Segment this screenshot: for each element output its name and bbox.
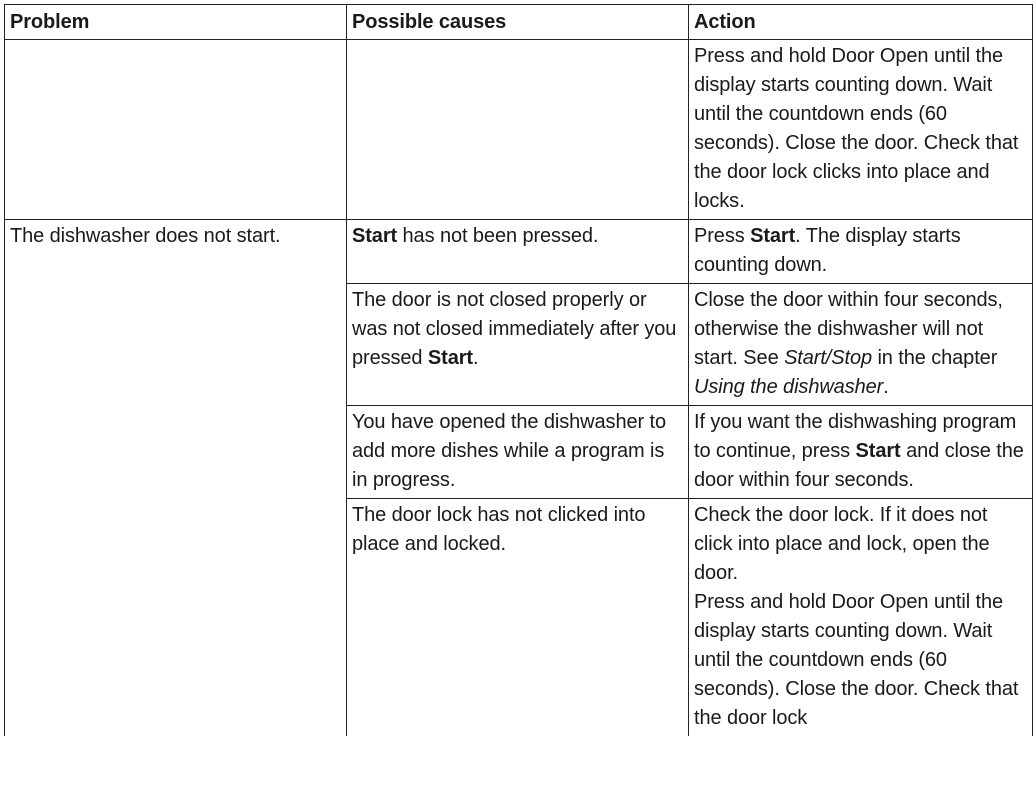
start-stop-reference: Start/Stop xyxy=(784,347,872,369)
problem-cell xyxy=(5,220,347,737)
action-cell xyxy=(689,284,1033,406)
header-problem: Problem xyxy=(5,5,347,40)
table-row xyxy=(5,40,1033,220)
action-text: in the chapter xyxy=(872,347,998,369)
action-text: . The display starts counting down. xyxy=(694,225,961,276)
action-text: . xyxy=(883,376,889,398)
action-cell: Press and hold Door Open until the display starts counting down. Wait until the countdown ends (60 seconds). Close the door. Check that the door lock clicks into place and locks. xyxy=(689,40,1033,220)
header-action: Action xyxy=(689,5,1033,40)
table-header-row xyxy=(5,5,1033,40)
header-possible-causes: Possible causes xyxy=(347,5,689,40)
table-row xyxy=(5,220,1033,284)
cause-text: The door is not closed properly or was not closed immediately after you pressed xyxy=(352,289,677,369)
chapter-reference: Using the dishwasher xyxy=(694,376,884,398)
action-text: Press and hold Door Open until the display starts counting down. Wait until the countdown ends (60 seconds). Close the door. Check that the door lock xyxy=(694,591,1019,729)
cause-cell xyxy=(347,284,689,406)
action-text: Close the door within four seconds, otherwise the dishwasher will not start. See xyxy=(694,289,1003,369)
cause-text: . xyxy=(473,347,479,369)
start-keyword: Start xyxy=(352,225,398,247)
action-text: Press xyxy=(694,225,751,247)
cause-cell xyxy=(347,40,689,220)
cause-text: has not been pressed. xyxy=(397,225,599,247)
problem-text: The dishwasher does not start. xyxy=(10,225,281,247)
problem-cell xyxy=(5,40,347,220)
cause-cell: The door lock has not clicked into place and locked. xyxy=(347,499,689,737)
start-keyword: Start xyxy=(750,225,796,247)
action-text: Check the door lock. If it does not click into place and lock, open the door. xyxy=(694,504,990,584)
cause-cell xyxy=(347,220,689,284)
cause-cell: You have opened the dishwasher to add more dishes while a program is in progress. xyxy=(347,406,689,499)
action-cell xyxy=(689,406,1033,499)
action-text: If you want the dishwashing program to continue, press xyxy=(694,411,1017,462)
action-cell xyxy=(689,499,1033,737)
action-cell xyxy=(689,220,1033,284)
troubleshooting-table xyxy=(4,4,1033,736)
action-text: and close the door within four seconds. xyxy=(694,440,1024,491)
start-keyword: Start xyxy=(427,347,473,369)
start-keyword: Start xyxy=(855,440,901,462)
